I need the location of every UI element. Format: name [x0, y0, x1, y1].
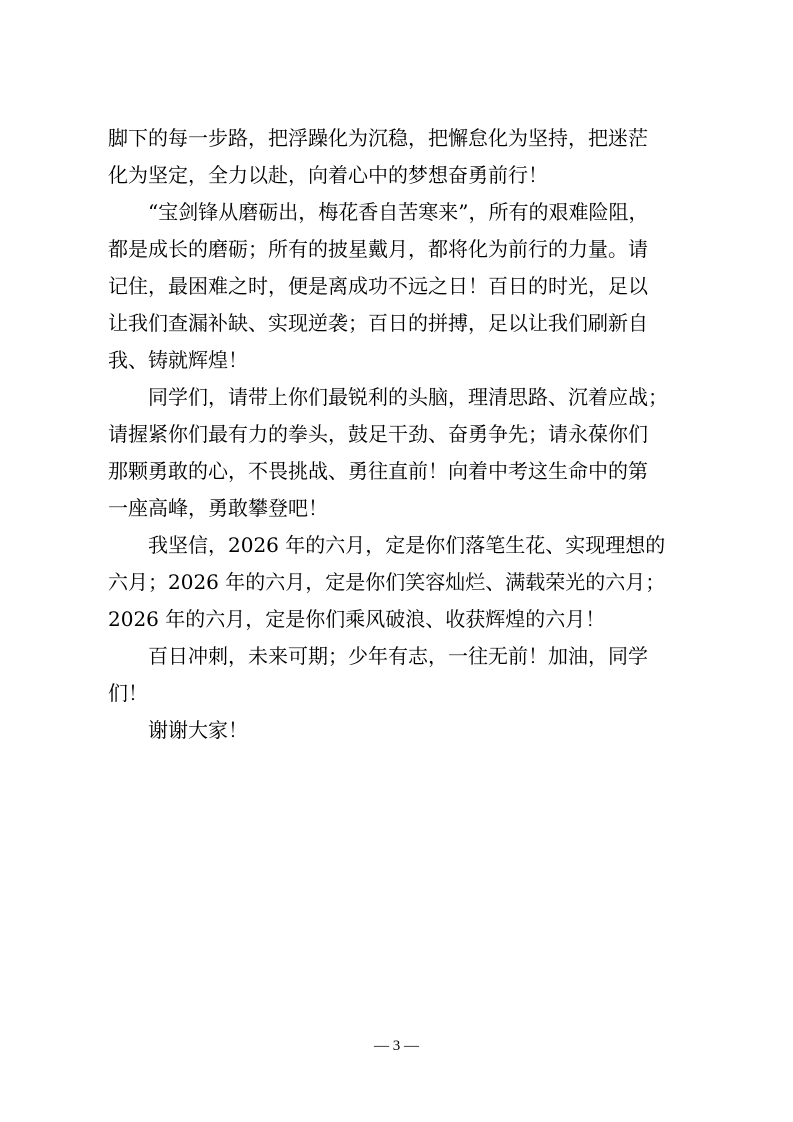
text-line: 让我们查漏补缺、实现逆袭；百日的拼搏，足以让我们刷新自: [108, 311, 648, 335]
text-line: 2026 年的六月，定是你们乘风破浪、收获辉煌的六月！: [108, 607, 606, 631]
text-line: 化为坚定，全力以赴，向着心中的梦想奋勇前行！: [108, 163, 548, 187]
text-line: 记住，最困难之时，便是离成功不远之日！百日的时光，足以: [108, 274, 648, 298]
text-line: 们！: [108, 681, 148, 705]
text-line: 一座高峰，勇敢攀登吧！: [108, 496, 328, 520]
paragraph-start-line: 我坚信，2026 年的六月，定是你们落笔生花、实现理想的: [148, 533, 666, 557]
text-line: 我、铸就辉煌！: [108, 348, 248, 372]
text-line: 都是成长的磨砺；所有的披星戴月，都将化为前行的力量。请: [108, 237, 648, 261]
text-line: 那颗勇敢的心，不畏挑战、勇往直前！向着中考这生命中的第: [108, 459, 648, 483]
speech-body: [108, 124, 688, 764]
closing-line: 谢谢大家！: [148, 718, 248, 742]
paragraph-start-line: “宝剑锋从磨砺出，梅花香自苦寒来”，所有的艰难险阻，: [148, 200, 649, 224]
text-line: 六月；2026 年的六月，定是你们笑容灿烂、满载荣光的六月；: [108, 570, 666, 594]
text-line: 脚下的每一步路，把浮躁化为沉稳，把懈怠化为坚持，把迷茫: [108, 126, 648, 150]
page-number: — 3 —: [374, 1038, 419, 1054]
text-line: 请握紧你们最有力的拳头，鼓足干劲、奋勇争先；请永葆你们: [108, 422, 648, 446]
paragraph-start-line: 百日冲刺，未来可期；少年有志，一往无前！加油，同学: [148, 644, 648, 668]
paragraph-start-line: 同学们，请带上你们最锐利的头脑，理清思路、沉着应战；: [148, 385, 668, 409]
